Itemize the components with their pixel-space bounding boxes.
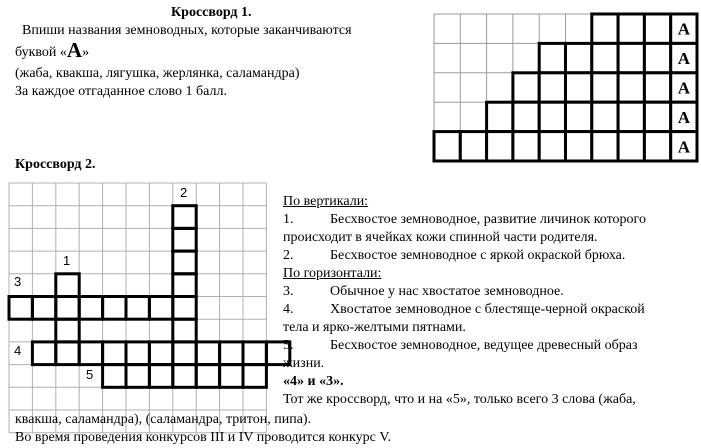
crossword2-cell	[243, 342, 266, 365]
vertical-clue-1-cont: происходит в ячейках кожи спинной части родителя.	[283, 230, 598, 245]
crossword2-cell	[103, 297, 126, 320]
crossword2-cell	[173, 342, 196, 365]
clue-number: 1.	[283, 212, 294, 227]
crossword1-instruction-line1: Впиши названия земноводных, которые заканчиваются	[22, 23, 352, 38]
crossword2-cell	[243, 365, 266, 388]
clue-text: Бесхвостое земноводное, ведущее древесный образ	[330, 338, 638, 353]
horizontal-heading: По горизонтали:	[283, 266, 382, 281]
crossword2-cell	[9, 297, 32, 320]
crossword2-cell	[173, 319, 196, 342]
instruction-suffix: »	[82, 45, 90, 60]
clue-number: 5.	[283, 338, 294, 353]
clue-text: Бесхвостое земноводное с яркой окраской брюха.	[330, 248, 626, 263]
crossword1-words-hint: (жаба, квакша, лягушка, жерлянка, саламандра)	[15, 66, 300, 81]
crossword2-cell	[173, 365, 196, 388]
crossword2-cell	[173, 206, 196, 229]
grades-line1: Тот же кроссворд, что и на «5», только всего 3 слова (жаба,	[283, 392, 636, 407]
clue-text: Бесхвостое земноводное, развитие личинок которого	[330, 212, 646, 227]
crossword2-cell	[149, 342, 172, 365]
horizontal-clue-4-cont: тела и ярко-желтыми пятнами.	[283, 320, 466, 335]
clue-number: 2.	[283, 248, 294, 263]
crossword2-cell	[173, 297, 196, 320]
vertical-heading: По вертикали:	[283, 194, 369, 209]
crossword2-cell	[32, 342, 55, 365]
crossword2-cell	[173, 251, 196, 274]
grid-number-3: 3	[14, 274, 22, 289]
clue-number: 4.	[283, 302, 294, 317]
crossword2-cell	[56, 274, 79, 297]
grades-line2: квакша, саламандра), (саламандра, тритон, пипа).	[15, 412, 312, 427]
crossword2-cell	[196, 365, 219, 388]
grid-number-4: 4	[14, 343, 22, 358]
crossword2-title: Кроссворд 2.	[15, 157, 96, 172]
crossword2-cell	[56, 342, 79, 365]
crossword1-letter-a: А	[677, 19, 690, 39]
crossword2-cell	[56, 319, 79, 342]
footer-note: Во время проведения конкурсов III и IV проводится конкурс V.	[15, 430, 392, 445]
horizontal-clue-5-cont: жизни.	[283, 356, 325, 371]
grades-label: «4» и «3».	[283, 374, 344, 389]
clue-number: 3.	[283, 284, 294, 299]
instruction-letter: А	[66, 38, 83, 62]
crossword2-cell	[79, 342, 102, 365]
crossword2-cell	[149, 365, 172, 388]
crossword1-letter-a: А	[677, 49, 690, 69]
crossword2-cell	[220, 342, 243, 365]
crossword2-cell	[103, 342, 126, 365]
clue-text: Обычное у нас хвостатое земноводное.	[330, 284, 564, 299]
crossword2-cell	[79, 297, 102, 320]
crossword2-cell	[196, 342, 219, 365]
crossword2-cell	[126, 365, 149, 388]
crossword1-title: Кроссворд 1.	[171, 5, 252, 20]
crossword2-cell	[173, 274, 196, 297]
crossword2-cell	[126, 297, 149, 320]
grid-number-1: 1	[63, 253, 71, 268]
crossword2-cell	[220, 365, 243, 388]
crossword2-cell	[56, 297, 79, 320]
instruction-prefix: буквой «	[15, 45, 67, 60]
clue-text: Хвостатое земноводное с блестяще-черной окраской	[330, 302, 645, 317]
crossword1-letter-a: А	[677, 137, 690, 157]
grid-number-5: 5	[86, 367, 94, 382]
crossword2-cell	[149, 297, 172, 320]
crossword1-scoring: За каждое отгаданное слово 1 балл.	[15, 84, 227, 99]
crossword1-letter-a: А	[677, 107, 690, 127]
crossword2-cell	[173, 228, 196, 251]
crossword2-cell	[126, 342, 149, 365]
grid-number-2: 2	[180, 185, 188, 200]
crossword2-cell	[103, 365, 126, 388]
crossword1-letter-a: А	[677, 78, 690, 98]
crossword2-cell	[32, 297, 55, 320]
